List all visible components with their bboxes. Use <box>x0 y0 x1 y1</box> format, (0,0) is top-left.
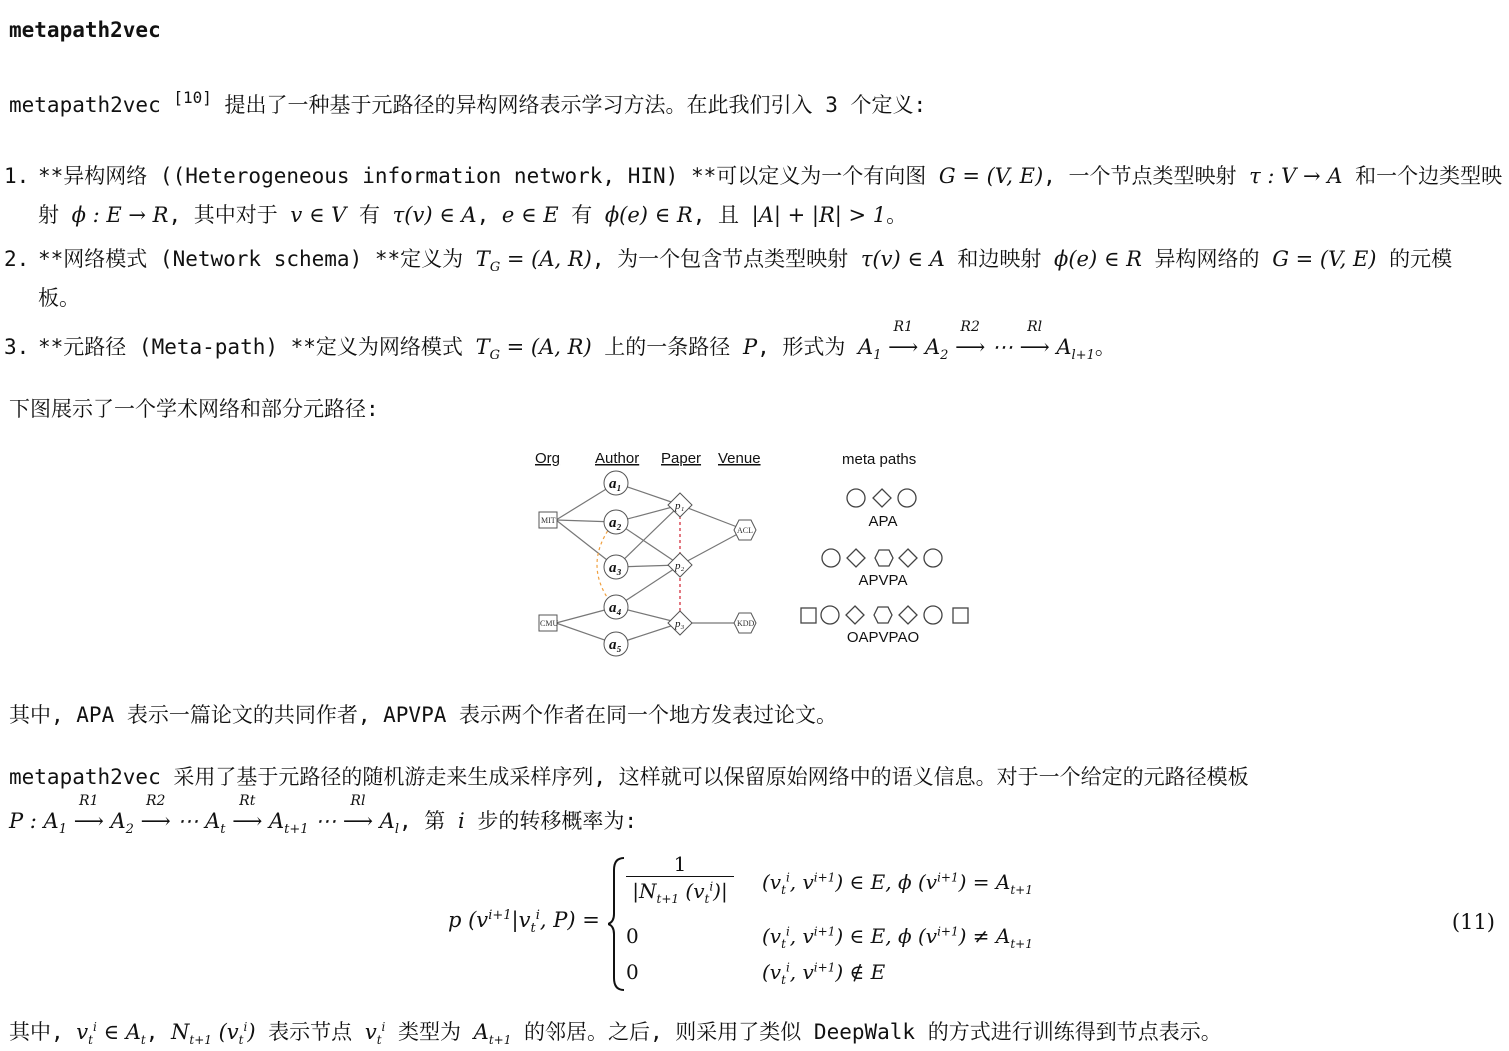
walk-text: , 第 <box>399 809 458 833</box>
venue-label-kdd: KDD <box>737 619 755 628</box>
meta-path-shapes <box>801 489 968 624</box>
meta-path-label-apa: APA <box>868 513 898 530</box>
def-text: 。 <box>1094 335 1116 359</box>
paper-label-p1: p₁ <box>675 500 685 512</box>
author-label-a1: a₁ <box>609 476 622 492</box>
meta-paths-title: meta paths <box>842 451 917 468</box>
math-inline: $T_G = (A$, R) <box>475 247 592 276</box>
def-text: 有 <box>346 203 393 227</box>
org-label-cmu: CMU <box>540 619 559 628</box>
case1-denominator: $|N_{t+1}$ $(v_t^i)|$ <box>626 876 734 906</box>
column-paper: Paper <box>661 450 702 467</box>
def-text: 射 <box>38 203 72 227</box>
def-text: 异构网络的 <box>1141 247 1273 271</box>
def-text: , 其中对于 <box>168 203 291 227</box>
def-text: **网络模式 (Network schema) **定义为 <box>38 247 476 271</box>
paper-label-p2: p₂ <box>675 560 685 572</box>
walk-paragraph-line1: metapath2vec 采用了基于元路径的随机游走来生成采样序列, 这样就可以保留原始网络中的语义信息。对于一个给定的元路径模板 <box>9 765 1249 789</box>
venue-label-acl: ACL <box>737 526 753 535</box>
column-venue: Venue <box>718 450 761 467</box>
walk-paragraph-line2 <box>9 793 637 838</box>
explain2-text: 表示节点 <box>255 1020 365 1044</box>
figure-intro: 下图展示了一个学术网络和部分元路径: <box>9 397 379 421</box>
math-inline: e ∈ E <box>501 203 559 227</box>
equation-brace <box>608 856 628 991</box>
equation-lhs: p ($v^{i+1}|v_t^i$, P) = <box>448 908 600 937</box>
math-inline: v ∈ V <box>290 203 347 227</box>
def-text: 有 <box>558 203 605 227</box>
case2-condition: ($v_t^i$, $v^{i+1}$) ∈ E, ϕ $(v^{i+1}) \ne A_{t+1}$ <box>762 924 1033 951</box>
case3-value: 0 <box>626 960 639 984</box>
math-inline: $A_1$ R1 ⟶ $A_2$ R2 ⟶ ⋯ Rl ⟶ $A_{l+1}$ <box>858 319 1095 364</box>
intro-text-before: metapath2vec <box>9 93 174 117</box>
transition-equation <box>440 850 1080 995</box>
paper-label-p3: p₃ <box>675 618 685 630</box>
def-text: , 形式为 <box>757 335 859 359</box>
meta-path-label-apvpa: APVPA <box>858 572 908 589</box>
def-text: **异构网络 ((Heterogeneous information network, HIN) **可以定义为一个有向图 <box>38 164 939 188</box>
author-label-a2: a₂ <box>609 515 622 531</box>
case3-condition: ($v_t^i$, $v^{i+1}$) ∉ E <box>762 960 886 987</box>
math-inline: $T_G = (A$, R) <box>475 335 592 364</box>
academic-network-figure <box>533 440 973 662</box>
def-text: **元路径 (Meta-path) **定义为网络模式 <box>38 335 476 359</box>
def-text: , 一个节点类型映射 <box>1043 164 1250 188</box>
math-inline: P <box>742 335 758 359</box>
case1-condition: ($v_t^i$, $v^{i+1}$) ∈ E, ϕ $(v^{i+1}) = A_{t+1}$ <box>762 870 1033 897</box>
case2-value: 0 <box>626 924 639 948</box>
math-inline: τ : V → A <box>1249 164 1343 188</box>
network-edges <box>556 483 745 644</box>
author-label-a3: a₃ <box>609 560 622 576</box>
def-text: 上的一条路径 <box>591 335 743 359</box>
def-text: , <box>476 203 502 227</box>
case1-numerator: 1 <box>673 852 687 876</box>
def-text: , 且 <box>692 203 752 227</box>
definition-item-2-cont <box>38 282 80 312</box>
math-inline: i <box>457 809 465 833</box>
definition-item-1 <box>4 160 1502 190</box>
explain2-text: 类型为 <box>385 1020 474 1044</box>
math-inline: P : $A_1$ R1 ⟶ $A_2$ R2 ⟶ ⋯ $A_t$ Rt ⟶ $A_{t+1}$ ⋯ Rl ⟶ $A_l$ <box>9 793 400 838</box>
def-text: 。 <box>886 203 908 227</box>
citation-link[interactable]: [10] <box>173 88 212 107</box>
def-text: 和一个边类型映 <box>1342 164 1503 188</box>
author-label-a4: a₄ <box>609 600 622 616</box>
explain2-text: , <box>145 1020 172 1044</box>
math-inline: ϕ(e) ∈ R <box>1054 247 1142 271</box>
intro-text-after: 提出了一种基于元路径的异构网络表示学习方法。在此我们引入 3 个定义: <box>211 93 927 117</box>
math-inline: |A| + |R| > 1 <box>751 203 887 227</box>
def-text: 和边映射 <box>944 247 1055 271</box>
math-inline: $N_{t+1}$ $(v_t^i)$ <box>171 1020 256 1048</box>
definition-item-1-cont <box>38 199 907 229</box>
explain2-text: 其中, <box>9 1020 77 1044</box>
org-label-mit: MIT <box>541 516 556 525</box>
math-inline: τ(v) ∈ A <box>392 203 477 227</box>
explain-paragraph-2 <box>9 1016 1222 1047</box>
def-text: , 为一个包含节点类型映射 <box>591 247 861 271</box>
walk-text: 步的转移概率为: <box>464 809 637 833</box>
explain2-text: 的邻居。之后, 则采用了类似 DeepWalk 的方式进行训练得到节点表示。 <box>511 1020 1222 1044</box>
section-heading: metapath2vec <box>9 18 161 42</box>
author-label-a5: a₅ <box>609 637 622 653</box>
math-inline: G = (V, E) <box>938 164 1044 188</box>
definition-item-3 <box>4 319 1116 364</box>
math-inline: $A_{t+1}$ <box>473 1020 512 1048</box>
intro-paragraph <box>9 88 926 119</box>
list-number: 3. <box>4 335 30 359</box>
math-inline: τ(v) ∈ A <box>860 247 945 271</box>
math-inline: ϕ : E → R <box>71 203 169 227</box>
equation-number: (11) <box>1451 910 1495 934</box>
math-inline: $v_t^i$ <box>364 1020 386 1048</box>
case1-fraction <box>626 852 734 906</box>
math-inline: $v_t^i$ ∈ $A_t$ <box>76 1020 146 1048</box>
def-text: 板。 <box>38 286 80 310</box>
list-number: 1. <box>4 164 30 188</box>
definition-item-2 <box>4 243 1452 275</box>
list-number: 2. <box>4 247 30 271</box>
column-author: Author <box>595 450 640 467</box>
explain-paragraph-1: 其中, APA 表示一篇论文的共同作者, APVPA 表示两个作者在同一个地方发表过论文。 <box>9 703 838 727</box>
column-org: Org <box>535 450 561 467</box>
math-inline: G = (V, E) <box>1272 247 1377 271</box>
meta-path-label-oapvpao: OAPVPAO <box>846 629 920 646</box>
def-text: 的元模 <box>1376 247 1453 271</box>
math-inline: ϕ(e) ∈ R <box>604 203 693 227</box>
